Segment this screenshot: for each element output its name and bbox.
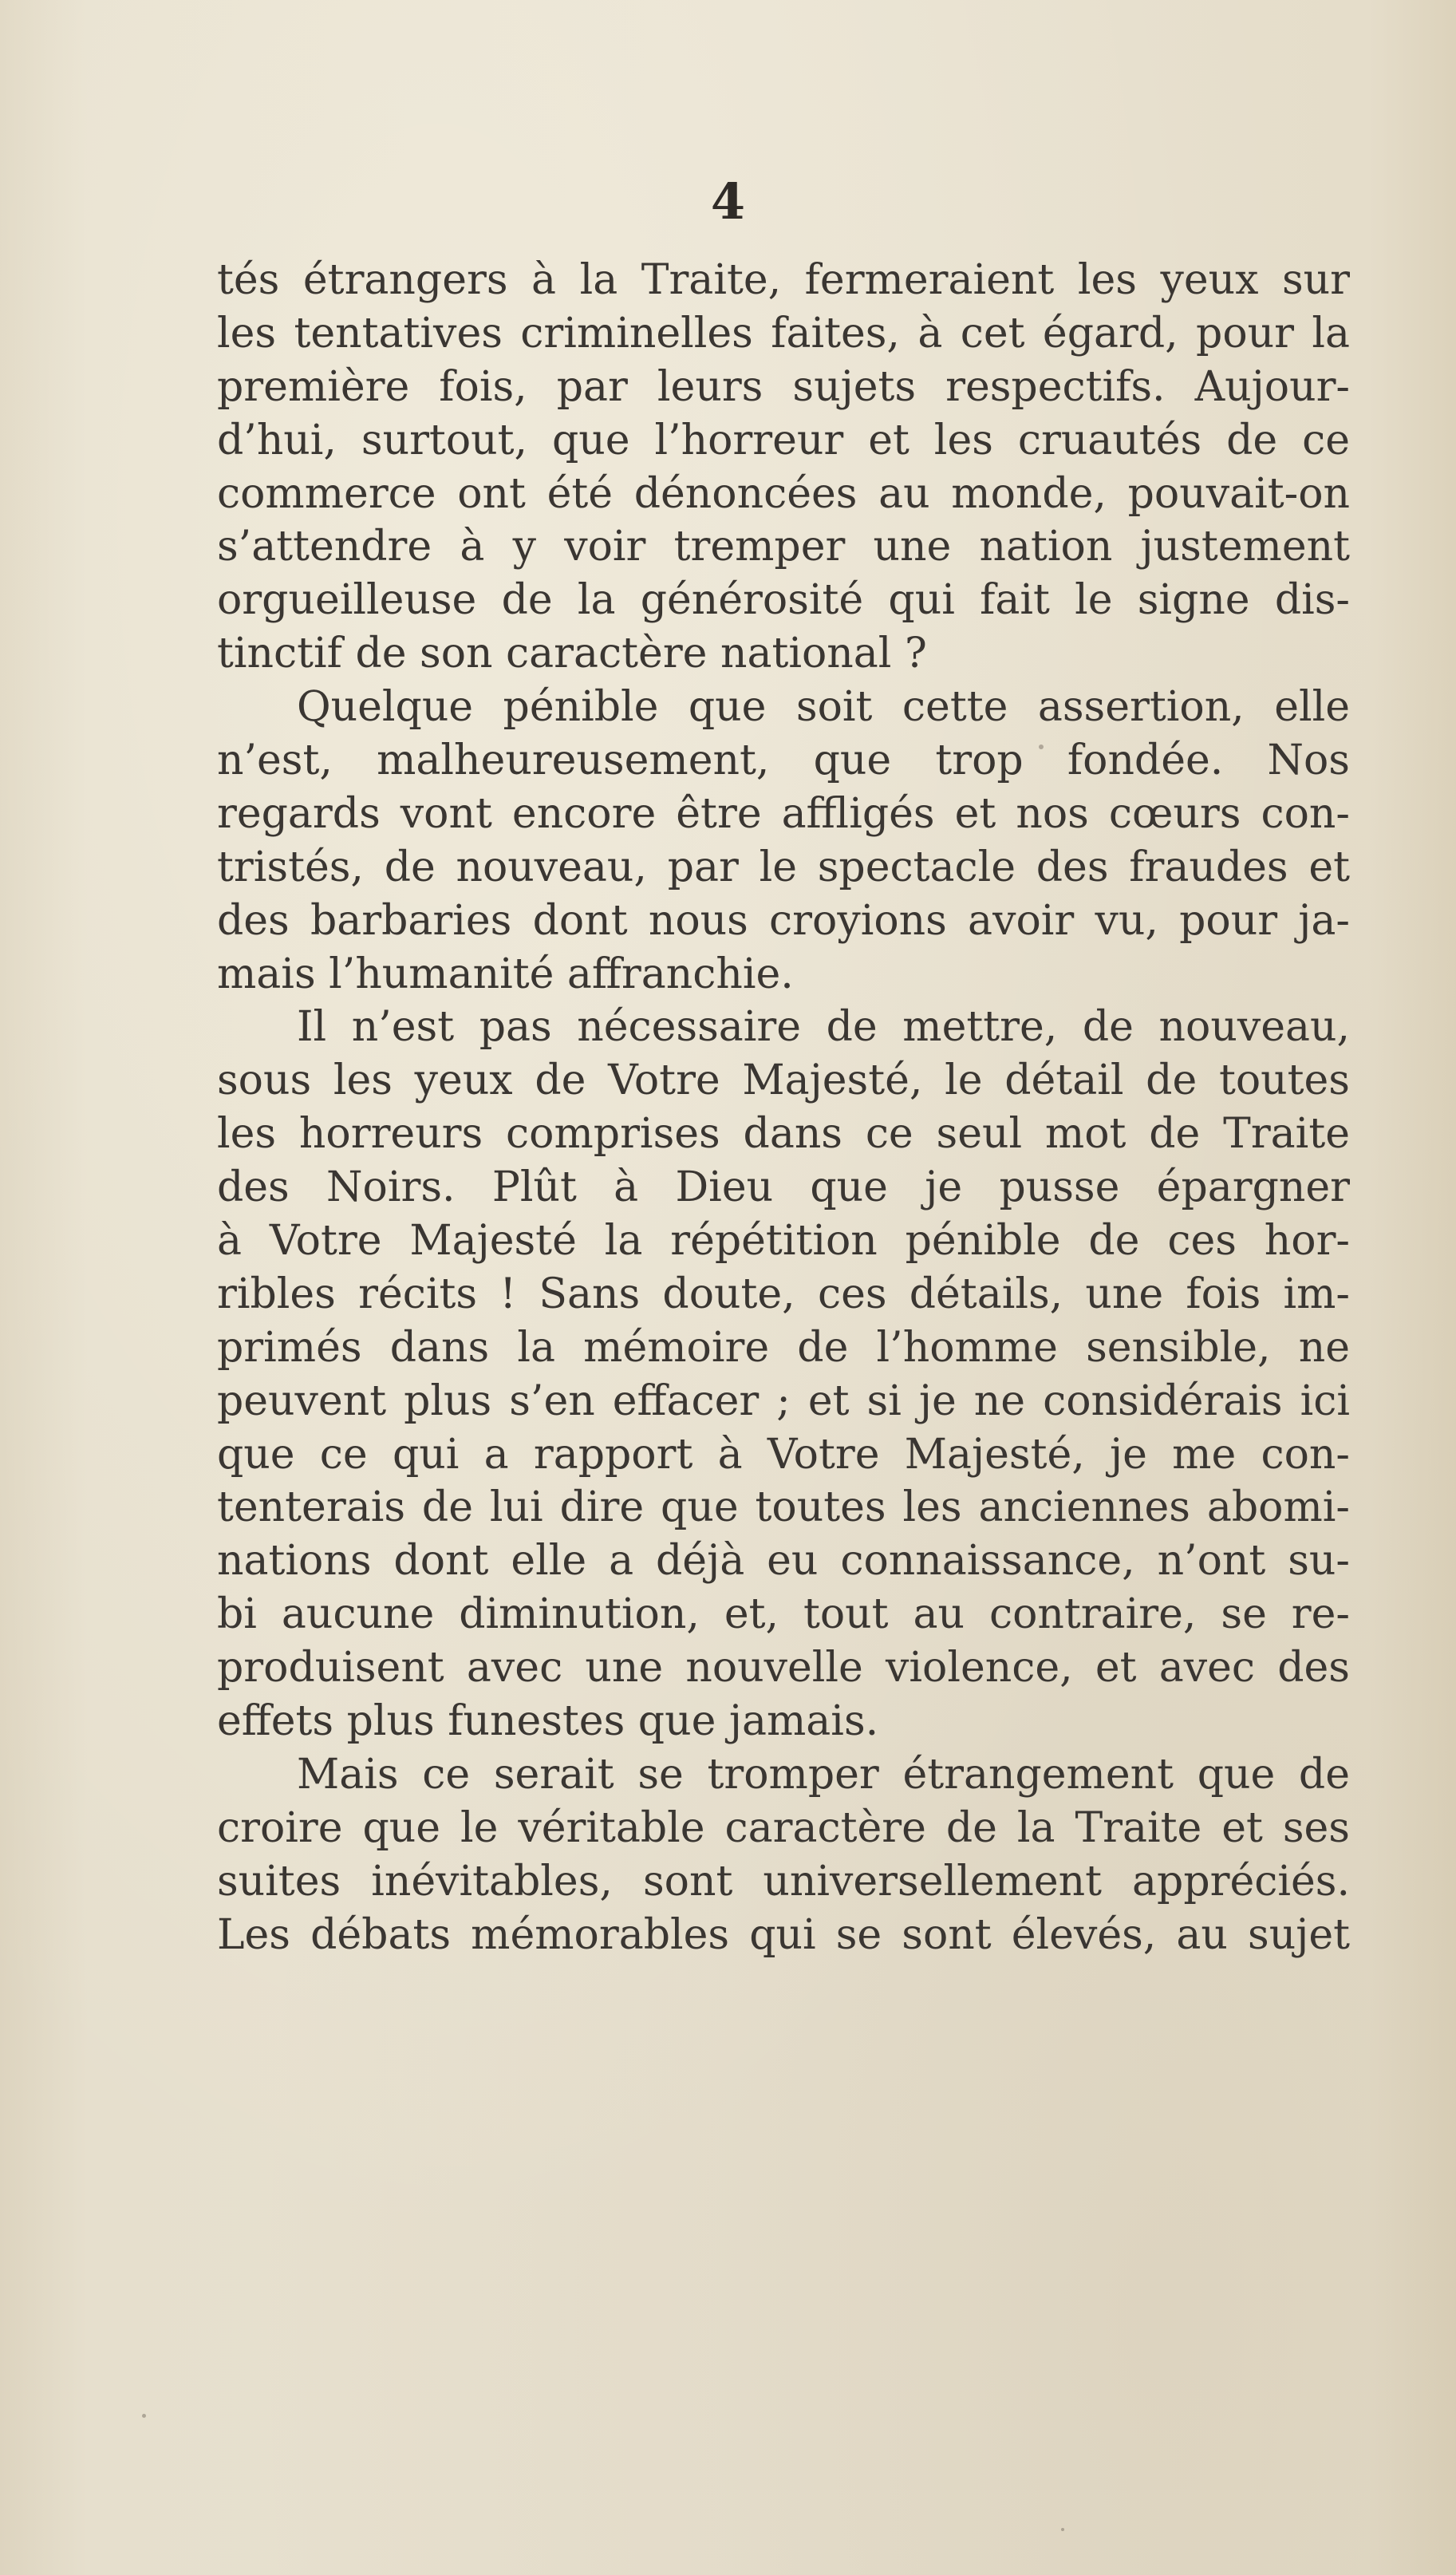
text-line: regards vont encore être affligés et nos cœurs con- — [217, 789, 1350, 838]
page-number: 4 — [710, 172, 746, 231]
text-line: orgueilleuse de la générosité qui fait le signe dis- — [217, 576, 1350, 625]
text-line: des Noirs. Plût à Dieu que je pusse épargner — [217, 1163, 1350, 1212]
text-line: les horreurs comprises dans ce seul mot de Traite — [217, 1110, 1350, 1159]
text-line: Il n’est pas nécessaire de mettre, de nouveau, — [297, 1003, 1350, 1052]
text-line: s’attendre à y voir tremper une nation justement — [217, 523, 1350, 571]
text-line: tés étrangers à la Traite, fermeraient les yeux sur — [217, 256, 1350, 304]
paper-speck — [142, 2414, 146, 2418]
text-line: première fois, par leurs sujets respectifs. Aujour- — [217, 362, 1350, 411]
text-line: d’hui, surtout, que l’horreur et les cruautés de ce — [217, 416, 1350, 464]
text-line: Mais ce serait se tromper étrangement que de — [297, 1750, 1350, 1799]
text-line: croire que le véritable caractère de la Traite et ses — [217, 1803, 1350, 1852]
text-line: suites inévitables, sont universellement appréciés. — [217, 1857, 1350, 1906]
text-line: Les débats mémorables qui se sont élevés, au sujet — [217, 1910, 1350, 1959]
text-line: Quelque pénible que soit cette assertion, elle — [297, 683, 1350, 732]
paragraph — [217, 254, 1350, 681]
text-line: bi aucune diminution, et, tout au contraire, se re- — [217, 1590, 1350, 1639]
text-line: que ce qui a rapport à Votre Majesté, je me con- — [217, 1430, 1350, 1479]
text-line: nations dont elle a déjà eu connaissance, n’ont su- — [217, 1537, 1350, 1586]
paper-speck — [1061, 2528, 1064, 2531]
text-line: à Votre Majesté la répétition pénible de ces hor- — [217, 1217, 1350, 1266]
text-line: des barbaries dont nous croyions avoir vu, pour ja- — [217, 896, 1350, 945]
text-line: sous les yeux de Votre Majesté, le détail de toutes — [217, 1056, 1350, 1105]
text-line: tinctif de son caractère national ? — [217, 630, 927, 678]
text-line: primés dans la mémoire de l’homme sensible, ne — [217, 1323, 1350, 1372]
text-line: mais l’humanité affranchie. — [217, 950, 794, 998]
paragraph — [217, 1001, 1350, 1748]
text-line: produisent avec une nouvelle violence, et avec des — [217, 1644, 1350, 1692]
text-line: commerce ont été dénoncées au monde, pouvait-on — [217, 469, 1350, 518]
text-line: ribles récits ! Sans doute, ces détails, une fois im- — [217, 1270, 1350, 1318]
paper-speck — [1039, 744, 1044, 749]
paragraph — [217, 681, 1350, 1001]
text-line: n’est, malheureusement, que trop fondée. Nos — [217, 737, 1350, 785]
text-line: tenterais de lui dire que toutes les anciennes abomi- — [217, 1483, 1350, 1532]
text-line: effets plus funestes que jamais. — [217, 1697, 879, 1746]
text-line: tristés, de nouveau, par le spectacle des fraudes et — [217, 843, 1350, 891]
text-line: peuvent plus s’en effacer ; et si je ne considérais ici — [217, 1376, 1350, 1425]
paragraph — [217, 1748, 1350, 1962]
text-line: les tentatives criminelles faites, à cet égard, pour la — [217, 309, 1350, 357]
body-text — [217, 254, 1350, 1962]
